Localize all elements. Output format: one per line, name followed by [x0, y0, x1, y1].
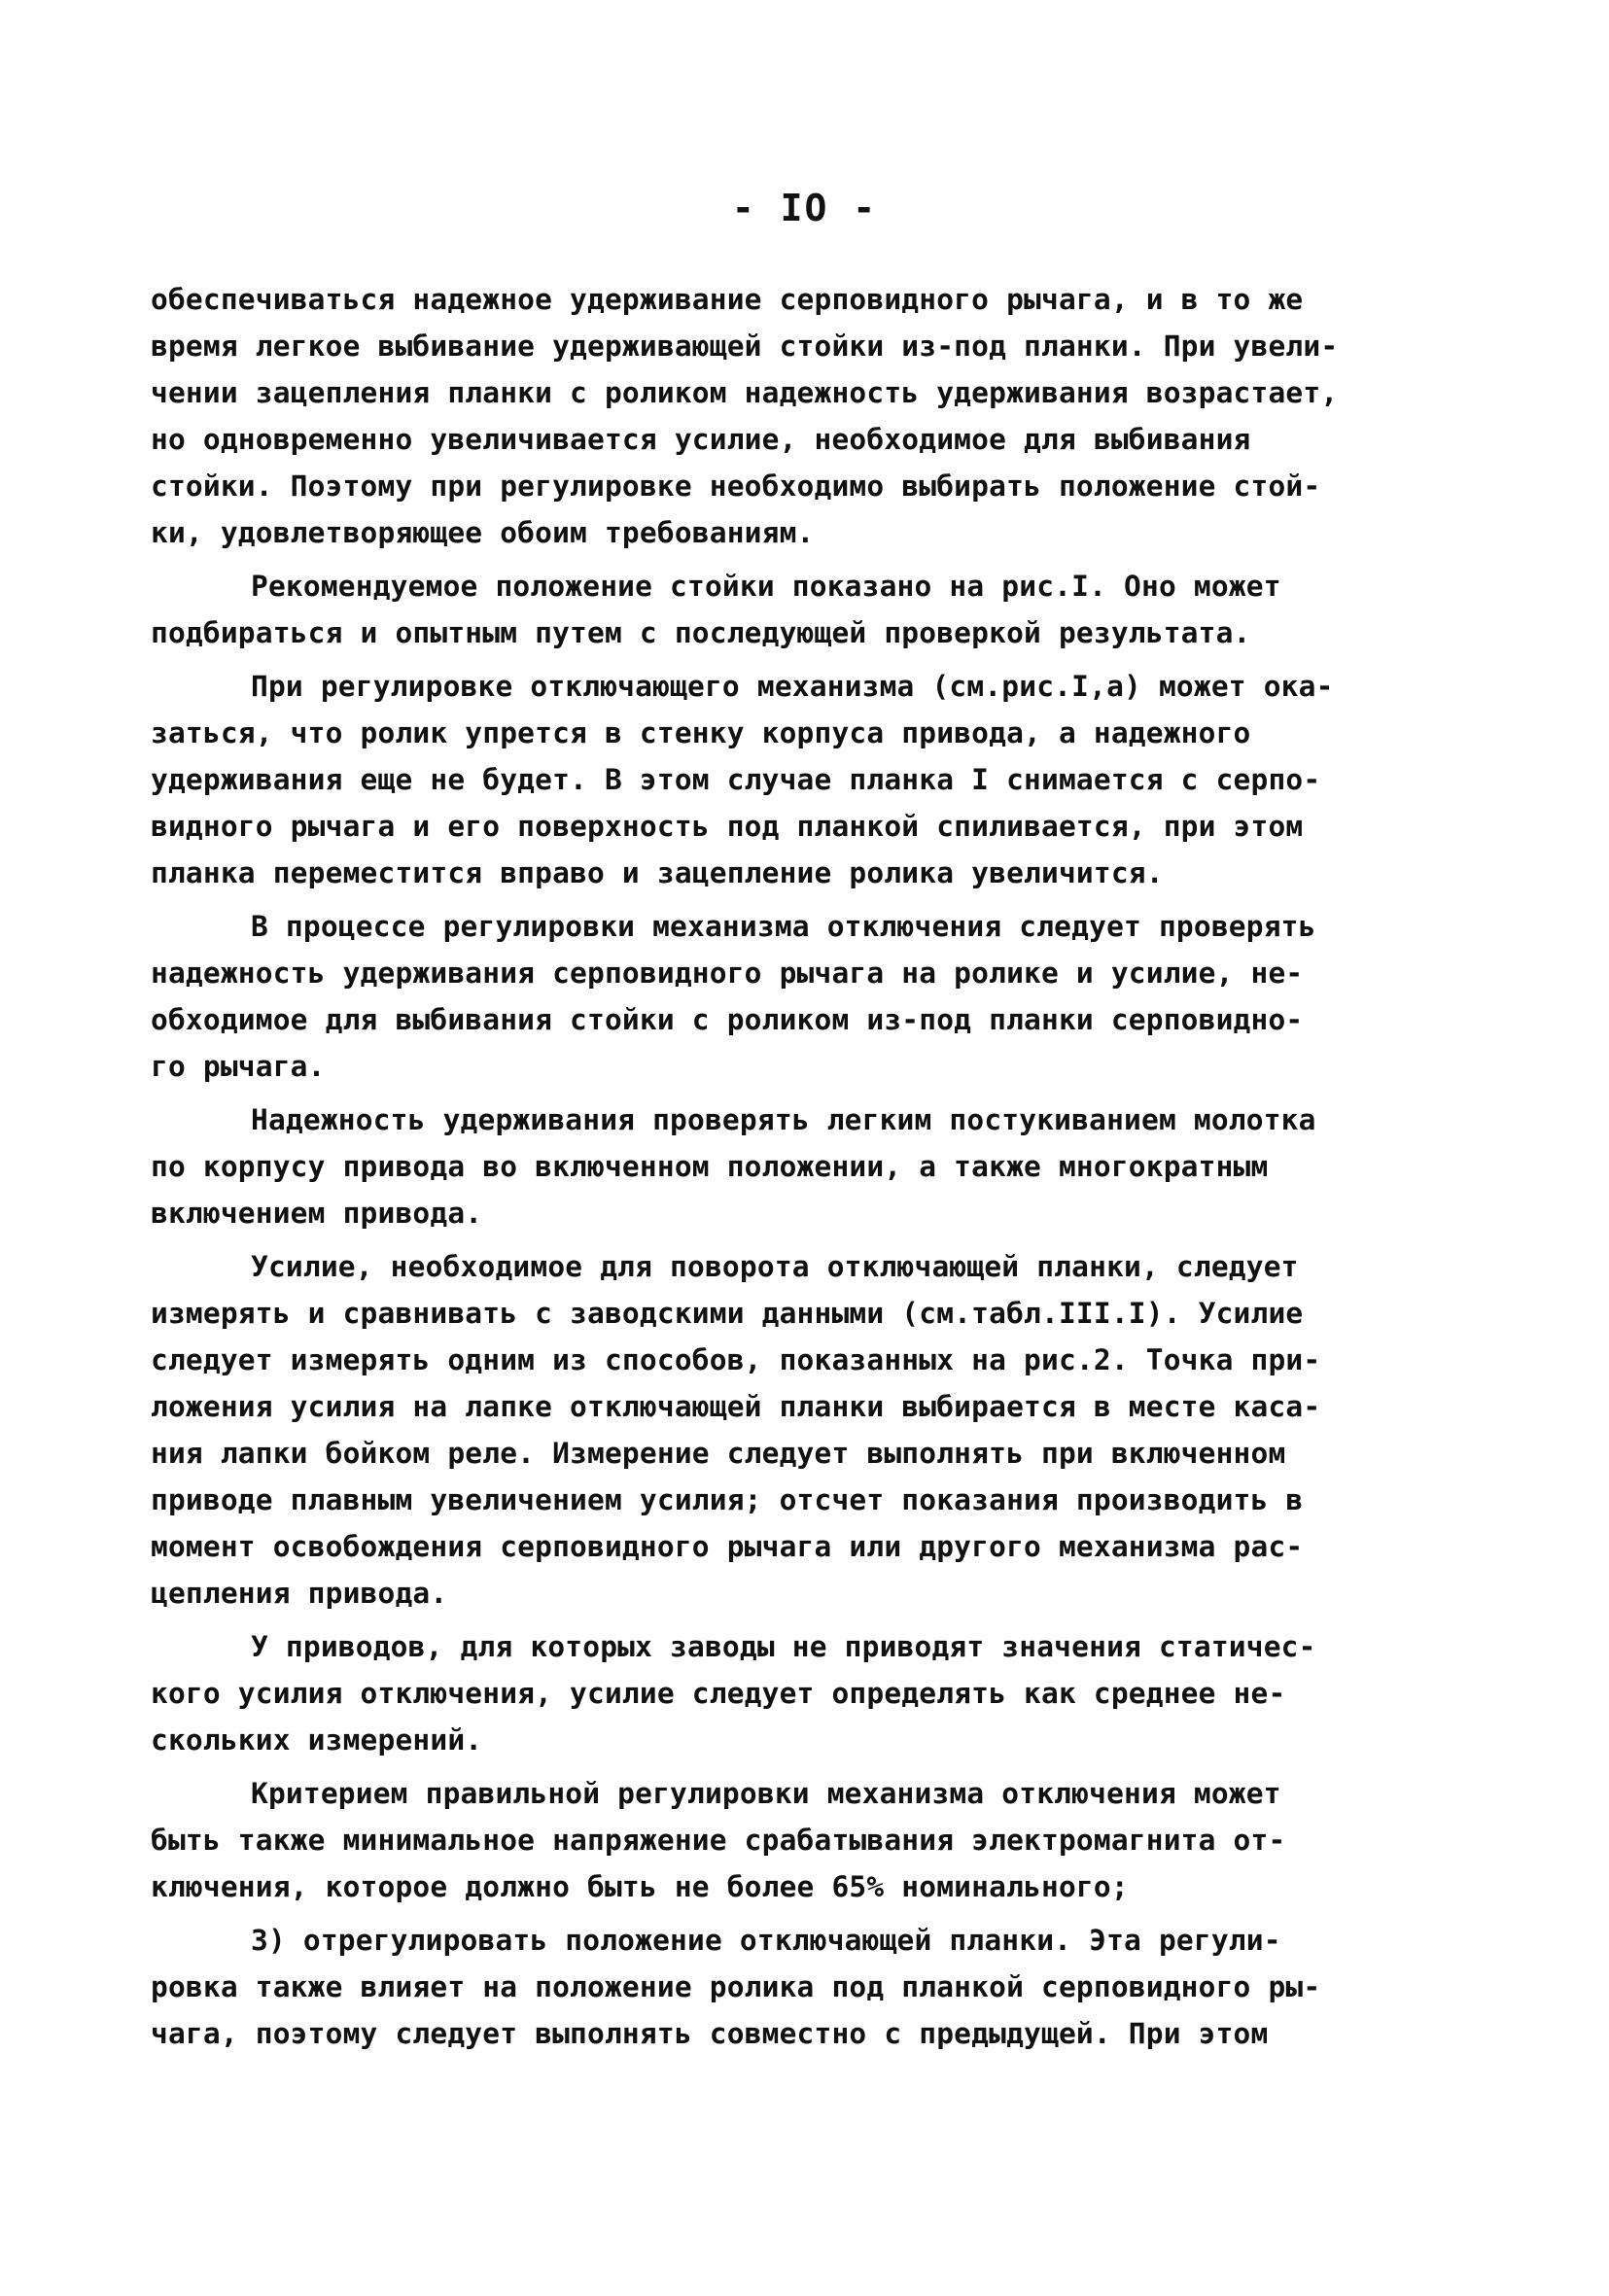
text-line: обеспечиваться надежное удерживание серповидного рычага, и в то же	[151, 283, 1304, 316]
text-line: чага, поэтому следует выполнять совместно с предыдущей. При этом	[151, 2017, 1269, 2050]
text-line: обходимое для выбивания стойки с роликом из-под планки серповидно-	[151, 1003, 1304, 1036]
text-line: Рекомендуемое положение стойки показано на рис.I. Оно может	[251, 570, 1281, 603]
text-line: ключения, которое должно быть не более 65% номинального;	[151, 1870, 1129, 1903]
text-line: заться, что ролик упрется в стенку корпуса привода, а надежного	[151, 716, 1251, 749]
text-line: скольких измерений.	[151, 1723, 483, 1757]
text-line: 3) отрегулировать положение отключающей планки. Эта регули-	[251, 1924, 1281, 1957]
text-line: ния лапки бойком реле. Измерение следует выполнять при включенном	[151, 1437, 1286, 1470]
text-line: следует измерять одним из способов, показанных на рис.2. Точка при-	[151, 1343, 1321, 1376]
text-line: быть также минимальное напряжение срабатывания электромагнита от-	[151, 1824, 1286, 1857]
text-line: цепления привода.	[151, 1577, 448, 1610]
text-line: включением привода.	[151, 1197, 483, 1230]
page-number: - IO -	[731, 187, 878, 229]
text-line: видного рычага и его поверхность под планкой спиливается, при этом	[151, 810, 1304, 843]
text-line: измерять и сравнивать с заводскими данными (см.табл.III.I). Усилие	[151, 1297, 1304, 1330]
text-line: момент освобождения серповидного рычага или другого механизма рас-	[151, 1530, 1304, 1563]
text-line: Надежность удерживания проверять легким постукиванием молотка	[251, 1103, 1316, 1136]
text-line: удерживания еще не будет. В этом случае планка I снимается с серпо-	[151, 763, 1321, 796]
text-line: надежность удерживания серповидного рычага на ролике и усилие, не-	[151, 957, 1304, 990]
text-line: по корпусу привода во включенном положении, а также многократным	[151, 1150, 1269, 1183]
text-line: чении зацепления планки с роликом надежность удерживания возрастает,	[151, 376, 1339, 409]
text-line: но одновременно увеличивается усилие, необходимое для выбивания	[151, 423, 1251, 456]
text-line: Усилие, необходимое для поворота отключающей планки, следует	[251, 1250, 1299, 1283]
text-line: стойки. Поэтому при регулировке необходимо выбирать положение стой-	[151, 470, 1321, 503]
text-line: планка переместится вправо и зацепление ролика увеличится.	[151, 856, 1164, 889]
text-line: ровка также влияет на положение ролика под планкой серповидного ры-	[151, 1970, 1321, 2003]
text-line: В процессе регулировки механизма отключения следует проверять	[251, 910, 1316, 943]
text-line: го рычага.	[151, 1050, 326, 1083]
text-line: У приводов, для которых заводы не приводят значения статичес-	[251, 1630, 1316, 1663]
text-line: подбираться и опытным путем с последующей проверкой результата.	[151, 616, 1251, 649]
text-line: кого усилия отключения, усилие следует определять как среднее не-	[151, 1677, 1286, 1710]
text-line: приводе плавным увеличением усилия; отсчет показания производить в	[151, 1483, 1304, 1516]
text-line: ложения усилия на лапке отключающей планки выбирается в месте каса-	[151, 1390, 1321, 1423]
text-line: Критерием правильной регулировки механизма отключения может	[251, 1777, 1281, 1810]
text-line: время легкое выбивание удерживающей стойки из-под планки. При увели-	[151, 330, 1339, 363]
text-line: ки, удовлетворяющее обоим требованиям.	[151, 516, 815, 549]
text-line: При регулировке отключающего механизма (см.рис.I,а) может ока-	[251, 670, 1334, 703]
